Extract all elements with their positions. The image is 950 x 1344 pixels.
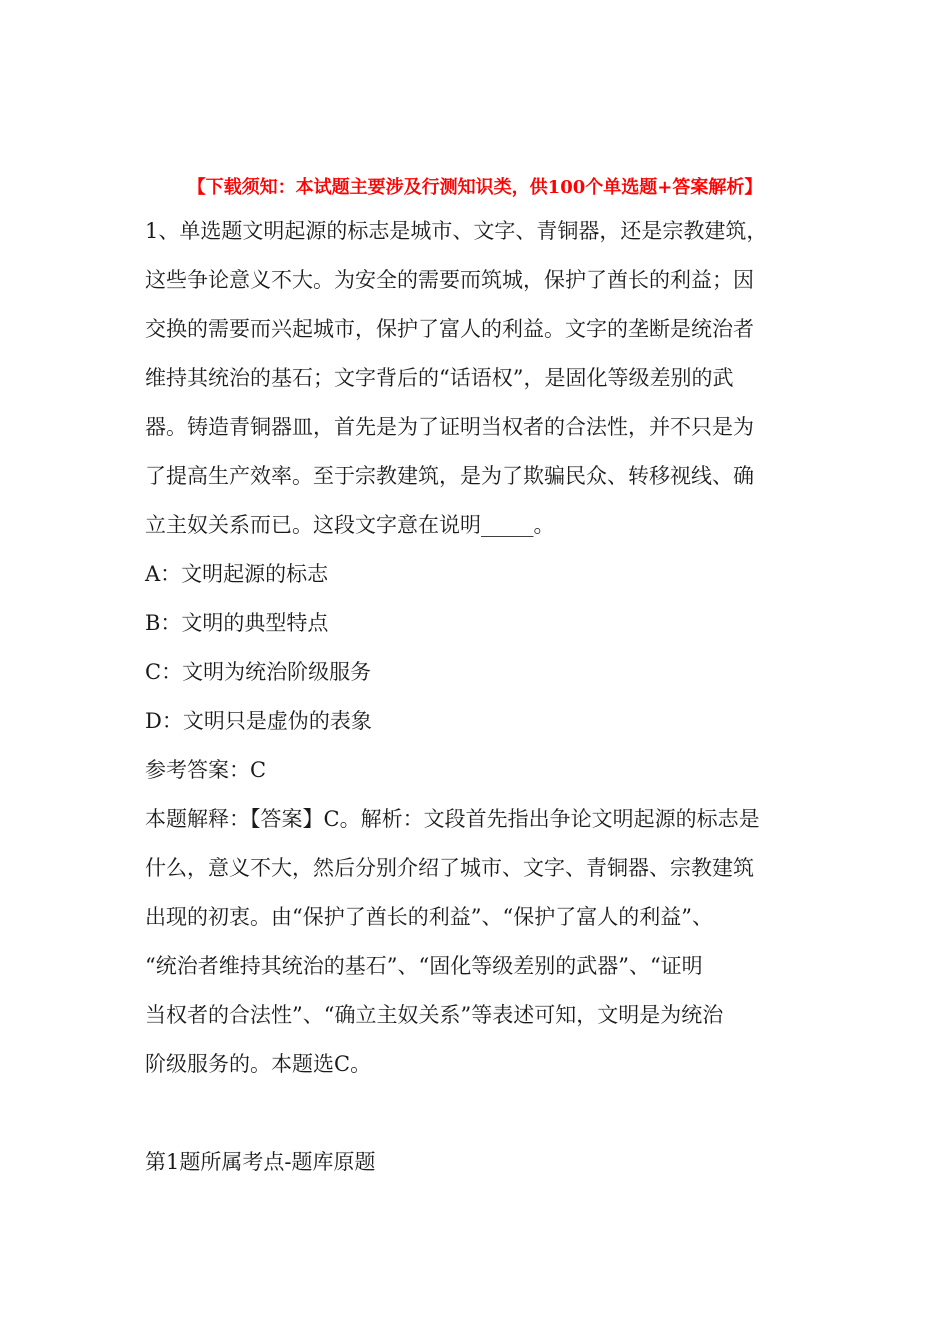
question-line: 维持其统治的基石；文字背后的“话语权”，是固化等级差别的武 xyxy=(145,366,734,390)
option-c: C：文明为统治阶级服务 xyxy=(145,660,372,684)
question-line: 1、单选题文明起源的标志是城市、文字、青铜器，还是宗教建筑， xyxy=(145,219,768,243)
explanation-line: 当权者的合法性”、“确立主奴关系”等表述可知，文明是为统治 xyxy=(145,1003,724,1027)
question-line: 器。铸造青铜器皿，首先是为了证明当权者的合法性，并不只是为 xyxy=(145,415,754,439)
question-source: 第1题所属考点-题库原题 xyxy=(145,1150,376,1174)
question-line: 了提高生产效率。至于宗教建筑，是为了欺骗民众、转移视线、确 xyxy=(145,464,754,488)
explanation-line: 阶级服务的。本题选C。 xyxy=(145,1052,372,1076)
explanation-line: 出现的初衷。由“保护了酋长的利益”、“保护了富人的利益”、 xyxy=(145,905,713,929)
question-content xyxy=(145,207,807,1187)
explanation-line: 本题解释：【答案】C。解析：文段首先指出争论文明起源的标志是 xyxy=(145,807,760,831)
question-line: 交换的需要而兴起城市，保护了富人的利益。文字的垄断是统治者 xyxy=(145,317,754,341)
option-d: D：文明只是虚伪的表象 xyxy=(145,709,372,733)
reference-answer: 参考答案：C xyxy=(145,758,267,782)
option-b: B：文明的典型特点 xyxy=(145,611,329,635)
question-stem xyxy=(145,207,807,550)
explanation xyxy=(145,795,807,1089)
question-line: 这些争论意义不大。为安全的需要而筑城，保护了酋长的利益；因 xyxy=(145,268,754,292)
question-line: 立主奴关系而已。这段文字意在说明_____。 xyxy=(145,513,555,537)
option-a: A：文明起源的标志 xyxy=(145,562,329,586)
download-notice: 【下载须知：本试题主要涉及行测知识类，供100个单选题+答案解析】 xyxy=(187,177,763,198)
options-list xyxy=(145,550,807,746)
explanation-line: 什么，意义不大，然后分别介绍了城市、文字、青铜器、宗教建筑 xyxy=(145,856,754,880)
blank-spacer xyxy=(145,1089,807,1138)
explanation-line: “统治者维持其统治的基石”、“固化等级差别的武器”、“证明 xyxy=(145,954,703,978)
